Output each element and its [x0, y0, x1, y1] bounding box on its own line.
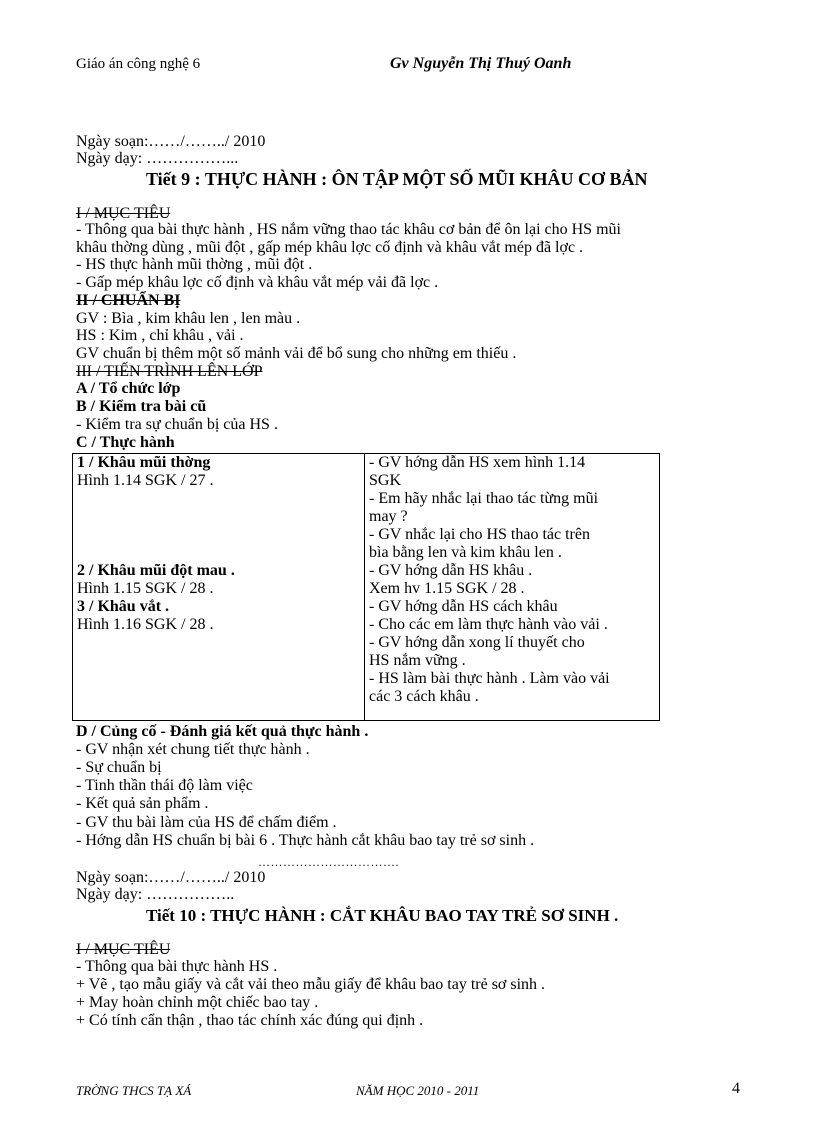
activity-line: các 3 cách khâu . — [369, 688, 479, 705]
footer-year: NĂM HỌC 2010 - 2011 — [356, 1083, 480, 1098]
header-right: Gv Nguyễn Thị Thuý Oanh — [390, 55, 572, 72]
lesson9-review-6: - Hớng dẫn HS chuẩn bị bài 6 . Thực hành cắt khâu bao tay trẻ sơ sinh . — [76, 832, 535, 849]
activity-line: - GV nhắc lại cho HS thao tác trên — [369, 526, 590, 543]
lesson9-review-1: - GV nhận xét chung tiết thực hành . — [76, 741, 310, 758]
lesson9-prep-1: GV : Bìa , kim khâu len , len màu . — [76, 310, 301, 327]
practice-table — [72, 453, 660, 721]
lesson9-review-2: - Sự chuẩn bị — [76, 759, 162, 776]
lesson10-date-teach: Ngày dạy: …………….. — [76, 886, 235, 903]
activity-line: - Em hãy nhắc lại thao tác từng mũi — [369, 490, 599, 507]
lesson9-section-c: C / Thực hành — [76, 434, 175, 451]
lesson9-objective-4: - Gấp mép khâu lợc cố định và khâu vắt mép vải đã lợc . — [76, 274, 439, 291]
lesson9-section-b-text: - Kiểm tra sự chuẩn bị của HS . — [76, 416, 278, 433]
lesson10-date-prep: Ngày soạn:……/……../ 2010 — [76, 869, 266, 886]
activity-line: Xem hv 1.15 SGK / 28 . — [369, 580, 525, 597]
lesson10-objective-2: + Vẽ , tạo mẫu giấy và cắt vải theo mẫu giấy để khâu bao tay trẻ sơ sinh . — [76, 976, 546, 993]
item2-ref: Hình 1.15 SGK / 28 . — [77, 580, 214, 597]
lesson10-objective-3: + May hoàn chỉnh một chiếc bao tay . — [76, 994, 319, 1011]
activity-line: bìa bằng len và kim khâu len . — [369, 544, 562, 561]
item3-title: 3 / Khâu vắt . — [77, 598, 170, 615]
lesson9-objective-1: - Thông qua bài thực hành , HS nắm vững thao tác khâu cơ bản để ôn lại cho HS mũi — [76, 221, 621, 238]
activity-line: HS nắm vững . — [369, 652, 466, 669]
lesson9-objective-2: khâu thờng dùng , mũi đột , gấp mép khâu lợc cố định và khâu vắt mép đã lợc . — [76, 239, 584, 256]
practice-table-right — [365, 454, 660, 721]
lesson10-title: Tiết 10 : THỰC HÀNH : CẮT KHÂU BAO TAY TRẺ SƠ SINH . — [146, 906, 619, 925]
lesson9-process-heading: III / TIẾN TRÌNH LÊN LỚP — [76, 363, 263, 380]
lesson9-review-4: - Kết quả sản phẩm . — [76, 795, 209, 812]
item2-title: 2 / Khâu mũi đột mau . — [77, 562, 235, 579]
lesson9-review-5: - GV thu bài làm của HS để chấm điểm . — [76, 814, 337, 831]
lesson9-section-b: B / Kiểm tra bài cũ — [76, 398, 207, 415]
page-number: 4 — [732, 1080, 740, 1097]
item1-title: 1 / Khâu mũi thờng — [77, 454, 211, 471]
activity-line: - HS làm bài thực hành . Làm vào vải — [369, 670, 610, 687]
activity-line: - GV hớng dẫn HS khâu . — [369, 562, 533, 579]
activity-line: - GV hớng dẫn xong lí thuyết cho — [369, 634, 585, 651]
section-separator: ……………………………. — [258, 855, 399, 869]
lesson9-date-teach: Ngày dạy: ……………... — [76, 150, 239, 167]
lesson9-prep-2: HS : Kim , chỉ khâu , vải . — [76, 327, 244, 344]
lesson10-objective-1: - Thông qua bài thực hành HS . — [76, 958, 278, 975]
practice-table-left — [73, 454, 365, 721]
lesson9-prep-heading: II / CHUẨN BỊ — [76, 292, 181, 309]
header-left: Giáo án công nghệ 6 — [76, 56, 201, 72]
lesson9-section-a: A / Tổ chức lớp — [76, 380, 181, 397]
lesson9-date-prep: Ngày soạn:……/……../ 2010 — [76, 133, 266, 150]
lesson9-objectives-heading: I / MỤC TIÊU — [76, 205, 171, 222]
activity-line: may ? — [369, 508, 408, 525]
activity-line: - GV hớng dẫn HS cách khâu — [369, 598, 558, 615]
lesson10-objectives-heading: I / MỤC TIÊU — [76, 941, 171, 958]
lesson9-review-3: - Tinh thần thái độ làm việc — [76, 777, 253, 794]
lesson9-title: Tiết 9 : THỰC HÀNH : ÔN TẬP MỘT SỐ MŨI KHÂU CƠ BẢN — [146, 169, 648, 189]
footer-school: TRỜNG THCS TẠ XÁ — [76, 1083, 192, 1098]
activity-line: SGK — [369, 472, 402, 489]
item3-ref: Hình 1.16 SGK / 28 . — [77, 616, 214, 633]
item1-ref: Hình 1.14 SGK / 27 . — [77, 472, 214, 489]
lesson9-objective-3: - HS thực hành mũi thờng , mũi đột . — [76, 256, 313, 273]
lesson9-section-d: D / Củng cố - Đánh giá kết quả thực hành . — [76, 723, 369, 740]
activity-line: - GV hớng dẫn HS xem hình 1.14 — [369, 454, 586, 471]
lesson10-objective-4: + Có tính cẩn thận , thao tác chính xác đúng qui định . — [76, 1012, 424, 1029]
activity-line: - Cho các em làm thực hành vào vải . — [369, 616, 608, 633]
lesson9-prep-3: GV chuẩn bị thêm một số mảnh vải để bổ sung cho những em thiếu . — [76, 345, 517, 362]
